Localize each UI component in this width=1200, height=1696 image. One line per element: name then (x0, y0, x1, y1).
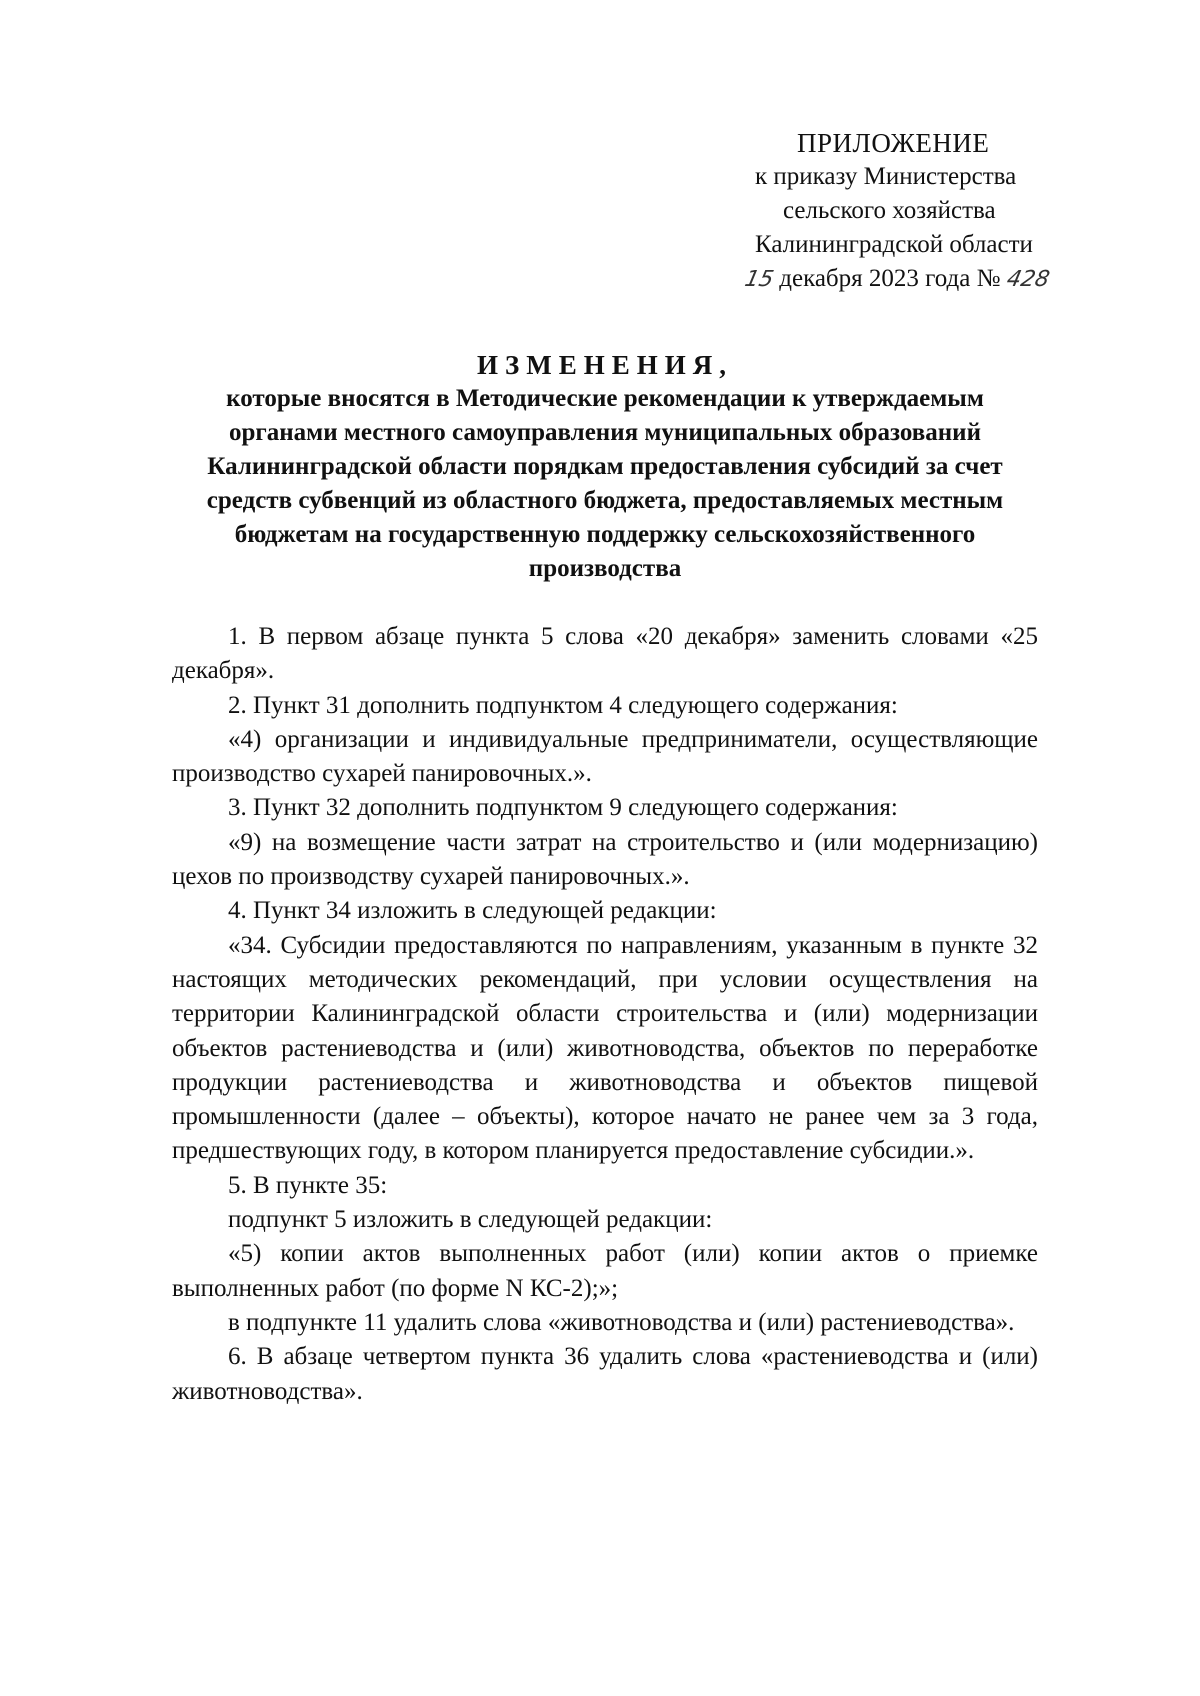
heading-line-6: производства (528, 555, 682, 582)
paragraph-2: 2. Пункт 31 дополнить подпунктом 4 следующего содержания: (228, 691, 898, 719)
paragraph-5: «9) на возмещение части затрат на строительство и (или модернизацию) цехов по производству сухарей панировочных.». (172, 828, 1038, 891)
heading-line-1: которые вносятся в Методические рекомендации к утверждаемым (226, 385, 984, 412)
document-title: ИЗМЕНЕНИЯ, (476, 350, 733, 380)
appendix-date-line (742, 262, 1095, 297)
paragraph-12: 6. В абзаце четвертом пункта 36 удалить слова «растениеводства и (или) животноводства». (172, 1343, 1038, 1405)
paragraph-10: «5) копии актов выполненных работ (или) копии актов о приемке выполненных работ (по форме N КС-2);»; (172, 1240, 1038, 1302)
paragraph-3: «4) организации и индивидуальные предприниматели, осуществляющие производство сухарей панировочных.». (172, 725, 1038, 788)
paragraph-4: 3. Пункт 32 дополнить подпунктом 9 следующего содержания: (228, 794, 898, 822)
appendix-line-3: Калининградской области (755, 231, 1033, 258)
appendix-line-1: к приказу Министерства (755, 163, 1017, 190)
paragraph-8: 5. В пункте 35: (228, 1171, 388, 1199)
heading-line-5: бюджетам на государственную поддержку сельскохозяйственного (234, 521, 976, 548)
paragraph-11: в подпункте 11 удалить слова «животноводства и (или) растениеводства». (228, 1308, 1015, 1336)
appendix-header (742, 126, 1095, 297)
paragraph-9: подпункт 5 изложить в следующей редакции: (228, 1206, 713, 1234)
heading-line-3: Калининградской области порядкам предоставления субсидий за счет (207, 453, 1003, 480)
heading-line-2: органами местного самоуправления муниципальных образований (229, 419, 981, 446)
paragraph-6: 4. Пункт 34 изложить в следующей редакции: (228, 897, 717, 925)
appendix-title: ПРИЛОЖЕНИЕ (797, 128, 990, 158)
document-body (172, 620, 1038, 1409)
paragraph-7: «34. Субсидии предоставляются по направлениям, указанным в пункте 32 настоящих методических рекомендаций, при условии осуществления на территории Калининградской области строительства и (или) модернизации объектов растениеводства и (или) животноводства, объектов по переработке продукции растениеводства и животноводства и объектов пищевой промышленности (далее – объекты), которое начато не ранее чем за 3 года, предшествующих году, в котором планируется предоставление субсидии.». (172, 931, 1038, 1165)
appendix-line-2: сельского хозяйства (783, 197, 996, 224)
handwritten-order-number: 428 (1004, 267, 1052, 292)
handwritten-day: 15 (742, 267, 776, 292)
document-heading (160, 348, 1050, 586)
paragraph-1: 1. В первом абзаце пункта 5 слова «20 декабря» заменить словами «25 декабря». (172, 623, 1038, 685)
appendix-date-text: декабря 2023 года № (779, 265, 1001, 292)
heading-line-4: средств субвенций из областного бюджета, предоставляемых местным (206, 487, 1004, 514)
